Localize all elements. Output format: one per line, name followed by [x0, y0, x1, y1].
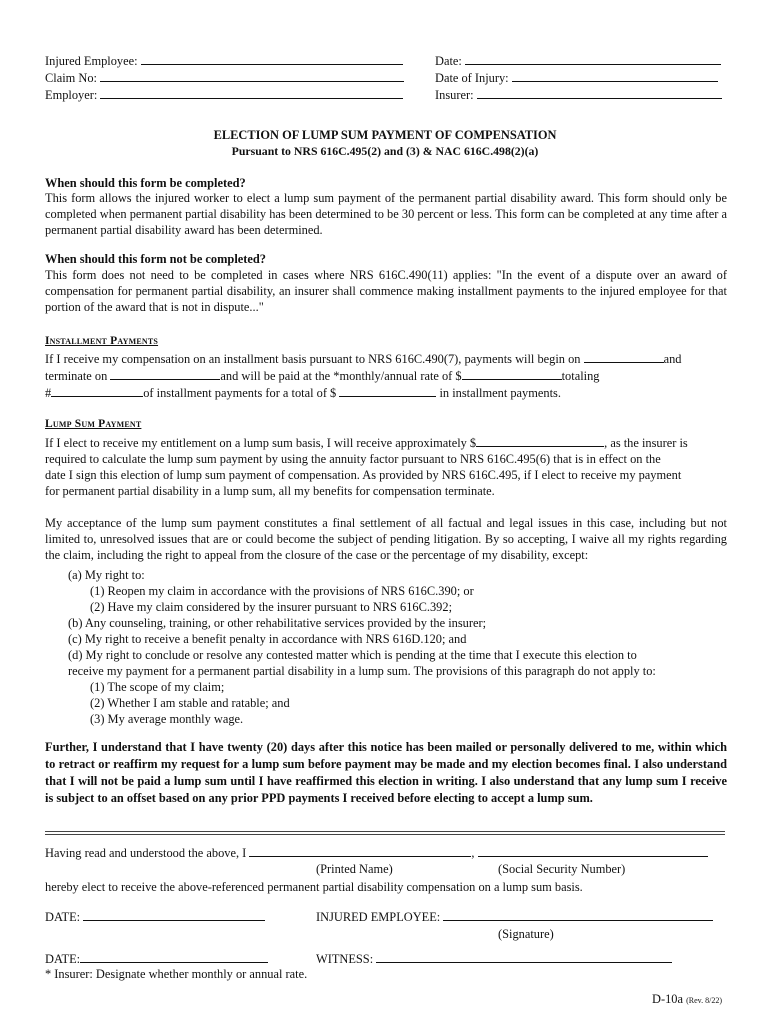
acceptance-intro: My acceptance of the lump sum payment constitutes a final settlement of all factual and legal issues in this case, including but not limited to, unresolved issues that are or could become the subject of pending litigation. By so accepting, I waive all my rights regarding the claim, including the right to appeal from the closure of the case or the percentage of my disability, except:	[45, 516, 727, 562]
ssn-caption: (Social Security Number)	[498, 862, 626, 876]
injured-employee-sig-row	[316, 908, 713, 925]
installment-text-2a: terminate on	[45, 369, 108, 383]
having-read-line	[45, 844, 708, 861]
lump-sum-amount-field[interactable]	[476, 434, 604, 447]
date-of-injury-field[interactable]	[512, 69, 718, 82]
injured-employee-signature-field[interactable]	[443, 908, 713, 921]
date-2-row	[45, 950, 268, 967]
date-field[interactable]	[465, 52, 721, 65]
exception-b: (b) Any counseling, training, or other rehabilitative services provided by the insurer;	[68, 616, 487, 630]
date-of-injury-label: Date of Injury:	[435, 71, 509, 85]
installment-text-3b: of installment payments for a total of $	[143, 386, 337, 400]
date-2-label: DATE:	[45, 952, 81, 966]
exception-d: (d) My right to conclude or resolve any contested matter which is pending at the time that I execute this election to	[68, 648, 637, 662]
exception-c: (c) My right to receive a benefit penalty in accordance with NRS 616D.120; and	[68, 632, 467, 646]
when-complete-body: This form allows the injured worker to elect a lump sum payment of the permanent partial disability award. This form should only be completed when permanent partial disability has been determined to be 30 percent or less. This form can be completed at any time after a permanent partial disability award has been determined.	[45, 191, 727, 237]
installment-text-3c: in installment payments.	[439, 386, 561, 400]
claim-no-field[interactable]	[100, 69, 404, 82]
when-complete-heading: When should this form be completed?	[45, 176, 246, 190]
date-label: Date:	[435, 54, 462, 68]
footnote: * Insurer: Designate whether monthly or annual rate.	[45, 967, 308, 981]
employer-row	[45, 86, 403, 103]
revision-label: (Rev. 8/22)	[686, 996, 722, 1005]
claim-no-row	[45, 69, 404, 86]
injured-employee-field[interactable]	[141, 52, 403, 65]
date-row	[435, 52, 721, 69]
injured-employee-sig-label: INJURED EMPLOYEE:	[316, 910, 441, 924]
lump-text-1a: If I elect to receive my entitlement on a lump sum basis, I will receive approximately $	[45, 436, 477, 450]
terminate-date-field[interactable]	[110, 367, 220, 380]
installment-text-3a: #	[45, 386, 52, 400]
divider-bottom	[45, 834, 725, 835]
employer-label: Employer:	[45, 88, 98, 102]
injured-employee-row	[45, 52, 403, 69]
payment-begin-date-field[interactable]	[584, 350, 664, 363]
installment-line-3	[45, 384, 561, 401]
exception-d3: (3) My average monthly wage.	[90, 712, 244, 726]
date-2-field[interactable]	[80, 950, 268, 963]
lump-sum-heading: Lump Sum Payment	[45, 418, 142, 430]
rate-amount-field[interactable]	[462, 367, 562, 380]
printed-name-caption: (Printed Name)	[316, 862, 393, 876]
exception-d1: (1) The scope of my claim;	[90, 680, 225, 694]
comma-text: ,	[471, 846, 475, 860]
lump-line-3: date I sign this election of lump sum payment of compensation. As provided by NRS 616C.495, if I elect to receive my payment	[45, 468, 682, 482]
bold-statement: Further, I understand that I have twenty (20) days after this notice has been mailed or personally delivered to me, within which to retract or reaffirm my request for a lump sum before payment may be made and my election becomes final. I also understand that I will not be paid a lump sum until I have reaffirmed this election in writing. I also understand that any lump sum I receive is subject to an offset based on any prior PPD payments I received before electing to accept a lump sum.	[45, 740, 727, 805]
witness-label: WITNESS:	[316, 952, 374, 966]
ssn-field[interactable]	[478, 844, 708, 857]
date-1-field[interactable]	[83, 908, 265, 921]
form-id: D-10a	[652, 992, 683, 1006]
when-not-complete-body: This form does not need to be completed in cases where NRS 616C.490(11) applies: "In the event of a dispute over an award of compensation for permanent partial disability, an insurer shall commence making installment payments to the injured employee for that portion of the award that is not in dispute..."	[45, 268, 727, 314]
having-read-text: Having read and understood the above, I	[45, 846, 247, 860]
hereby-elect-text: hereby elect to receive the above-referenced permanent partial disability compensation on a lump sum basis.	[45, 880, 583, 894]
employer-field[interactable]	[100, 86, 403, 99]
insurer-field[interactable]	[477, 86, 722, 99]
number-of-payments-field[interactable]	[51, 384, 143, 397]
lump-line-2: required to calculate the lump sum payment by using the annuity factor pursuant to NRS 616C.495(6) that is in effect on the	[45, 452, 661, 466]
lump-line-4: for permanent partial disability in a lump sum, all my benefits for compensation terminate.	[45, 484, 495, 498]
installment-text-1b: and	[663, 352, 682, 366]
installment-text-2b: and will be paid at the *monthly/annual rate of $	[220, 369, 462, 383]
installment-text-2c: totaling	[561, 369, 600, 383]
date-of-injury-row	[435, 69, 718, 86]
installment-total-field[interactable]	[339, 384, 436, 397]
installment-text-1a: If I receive my compensation on an installment basis pursuant to NRS 616C.490(7), payments will begin on	[45, 352, 581, 366]
lump-text-1b: , as the insurer is	[604, 436, 688, 450]
form-id-block	[652, 991, 722, 1009]
installment-line-1	[45, 350, 681, 367]
witness-row	[316, 950, 672, 967]
installment-line-2	[45, 367, 599, 384]
signature-caption: (Signature)	[498, 927, 554, 941]
form-title: ELECTION OF LUMP SUM PAYMENT OF COMPENSATION	[213, 128, 557, 142]
form-subtitle: Pursuant to NRS 616C.495(2) and (3) & NAC 616C.498(2)(a)	[231, 144, 539, 158]
exception-a: (a) My right to:	[68, 568, 145, 582]
date-1-row	[45, 908, 265, 925]
exception-d-cont: receive my payment for a permanent partial disability in a lump sum. The provisions of this paragraph do not apply to:	[68, 664, 656, 678]
insurer-label: Insurer:	[435, 88, 474, 102]
divider-top	[45, 831, 725, 832]
exception-a2: (2) Have my claim considered by the insurer pursuant to NRS 616C.392;	[90, 600, 453, 614]
when-not-complete-heading: When should this form not be completed?	[45, 252, 266, 266]
exception-d2: (2) Whether I am stable and ratable; and	[90, 696, 290, 710]
date-1-label: DATE:	[45, 910, 81, 924]
printed-name-field[interactable]	[249, 844, 471, 857]
witness-signature-field[interactable]	[376, 950, 672, 963]
installment-heading: Installment Payments	[45, 335, 159, 347]
lump-line-1	[45, 434, 688, 451]
exception-a1: (1) Reopen my claim in accordance with the provisions of NRS 616C.390; or	[90, 584, 474, 598]
injured-employee-label: Injured Employee:	[45, 54, 138, 68]
insurer-row	[435, 86, 722, 103]
claim-no-label: Claim No:	[45, 71, 97, 85]
